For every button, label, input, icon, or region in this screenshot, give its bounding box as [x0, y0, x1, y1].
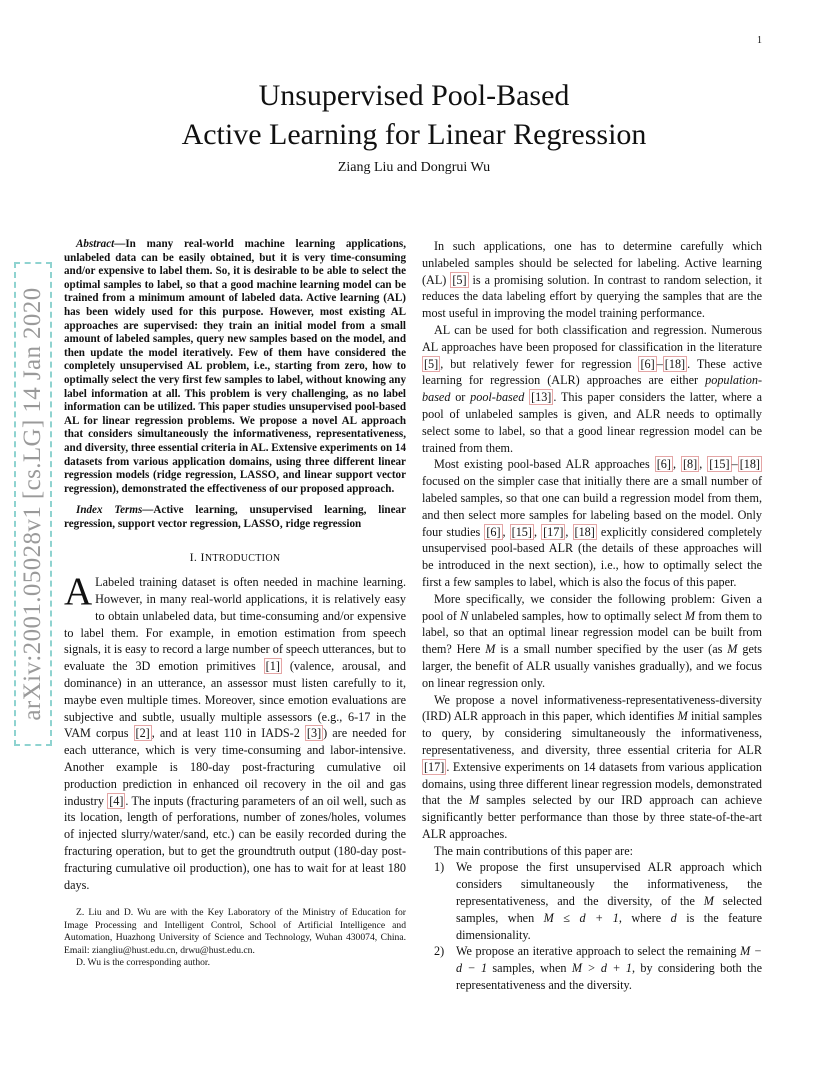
- text: ,: [502, 524, 510, 539]
- drop-cap: A: [64, 570, 93, 614]
- text: from them to label, so that an optimal linear regression model can be built from them? Here: [422, 608, 762, 657]
- citation-link[interactable]: [6]: [640, 356, 655, 371]
- text: explicitly considered completely unsupervised pool-based ALR (the details of these approaches will be introduced in the next section), i.e., how to optimally select the first a few samples to label, which is also the focus of this paper.: [422, 524, 763, 589]
- list-item: [434, 859, 762, 943]
- page-number: 1: [757, 35, 762, 46]
- text: We propose the first unsupervised ALR approach which considers simultaneously the informativeness, the representativeness, and the diversity, of the: [456, 860, 762, 909]
- text: samples selected by our IRD approach can achieve significantly better performance than those by three state-of-the-art ALR approaches.: [422, 793, 762, 841]
- math-symbol: M: [684, 608, 696, 623]
- authors: Ziang Liu and Dongrui Wu: [337, 160, 491, 175]
- abstract: [64, 238, 406, 496]
- text: gets larger, the benefit of ALR usually vanishes gradually), and we focus on linear regression only.: [422, 642, 762, 690]
- emphasis: population-based: [422, 373, 762, 405]
- citation-link[interactable]: [18]: [574, 524, 595, 539]
- math-expression: M > d + 1: [571, 961, 632, 976]
- text: initial samples to query, by considering simultaneously the informativeness, representativeness, and diversity, three essential criteria for ALR: [422, 709, 762, 757]
- text: ,: [672, 457, 681, 472]
- footnotes: [64, 907, 406, 970]
- paragraph: [422, 692, 762, 843]
- abstract-text: —In many real-world machine learning applications, unlabeled data can be easily obtained, but it is very time-consuming and/or expensive to label them. So, it is desirable to be able to select the optimal samples to label, so that a good machine learning model can be trained from a minimum amount of labeled data. Active learning (AL) has been widely used for this purpose. However, most existing AL approaches are supervised: they train an initial model from a small amount of labeled samples, query new samples based on the model, and then update the model iteratively. Few of them have considered the completely unsupervised AL problem, i.e., starting from zero, how to optimally select the very first few samples to label, without knowing any label information at all. This problem is very challenging, as no label information can be utilized. This paper studies unsupervised pool-based AL for linear regression problems. We propose a novel AL approach that considers simultaneously the informativeness, representativeness, and diversity, three essential criteria in AL. Extensive experiments on 14 datasets from various application domains, using three different linear regression models (ridge regression, LASSO, and linear support vector regression), demonstrated the effectiveness of our proposed approach.: [64, 238, 406, 495]
- list-number: 1): [434, 860, 445, 875]
- text: is a promising solution. In contrast to random selection, it reduces the data labeling effort by querying the samples that are the most useful in improving the model training performance.: [422, 272, 762, 321]
- left-column: [64, 238, 406, 970]
- citation-link[interactable]: [1]: [265, 659, 280, 674]
- citation-link[interactable]: [6]: [656, 457, 671, 472]
- text: , by considering both the representativeness and the diversity.: [456, 961, 762, 993]
- emphasis: pool-based: [470, 390, 525, 405]
- math-symbol: M: [677, 709, 688, 724]
- math-expression: M − d − 1: [456, 944, 762, 976]
- list-number: 2): [434, 944, 445, 959]
- citation-link[interactable]: [15]: [511, 524, 532, 539]
- text: (valence, arousal, and dominance) in an utterance, an assessor must listen carefully to it, maybe even multiple times. Moreover, since emotion evaluations are subjective and subtle, usually multiple assessors (e.g., 6-17 in the VAM corpus: [64, 659, 406, 741]
- text: We propose a novel informativeness-representativeness-diversity (IRD) ALR approach in this paper, which identifies: [422, 692, 762, 724]
- text: More specifically, we consider the following problem: Given a pool of: [422, 591, 762, 623]
- text: In such applications, one has to determine carefully which unlabeled samples should be selected for labeling. Active learning (AL): [422, 239, 762, 287]
- text: , and at least 110 in IADS-2: [151, 726, 305, 741]
- text: AL can be used for both classification and regression. Numerous AL approaches have been proposed for classification in the literature: [422, 322, 762, 354]
- citation-link[interactable]: [17]: [424, 759, 445, 774]
- text: Labeled training dataset is often needed in machine learning. However, in many real-world applications, it is relatively easy to obtain unlabeled data, but time-consuming and/or expensive to label them. For example, in emotion estimation from speech signals, it is easy to record a large number of speech utterances, but to evaluate the 3D emotion primitives: [64, 575, 406, 674]
- citation-link[interactable]: [13]: [531, 390, 552, 405]
- text: or: [450, 390, 471, 405]
- citation-link[interactable]: [5]: [452, 272, 467, 287]
- paper-title: [0, 76, 828, 154]
- paragraph: [422, 591, 762, 692]
- citation-link[interactable]: [8]: [683, 457, 698, 472]
- text: ,: [565, 524, 573, 539]
- citation-link[interactable]: [18]: [664, 356, 686, 371]
- text: . This paper considers the latter, where a pool of unlabeled samples is given, and ALR needs to optimally select some to label, so that a good linear regression model can be trained from them.: [422, 390, 762, 455]
- text: is a small number specified by the user (as: [495, 642, 728, 657]
- math-symbol: M: [727, 642, 738, 657]
- title-line-2: Active Learning for Linear Regression: [181, 118, 647, 151]
- section-number: I.: [189, 550, 198, 565]
- math-symbol: M: [703, 894, 714, 909]
- citation-link[interactable]: [5]: [424, 356, 439, 371]
- title-line-1: Unsupervised Pool-Based: [258, 79, 570, 112]
- contributions-list: [422, 859, 762, 993]
- footnote-affiliation: Z. Liu and D. Wu are with the Key Laboratory of the Ministry of Education for Image Processing and Intelligent Control, School of Artificial Intelligence and Automation, Huazhong University of Science and Technology, Wuhan 430074, China. Email: ziangliu@hust.edu.cn, drwu@hust.edu.cn.: [64, 907, 406, 956]
- intro-paragraph-1: [64, 570, 407, 893]
- math-symbol: d: [670, 910, 677, 925]
- text: ) are needed for each utterance, which is very time-consuming and labor-intensive. Another example is 180-day post-fracturing cumulative oil production prediction in enhanced oil recovery in the oil and gas industry: [64, 726, 407, 808]
- footnote-corresponding: D. Wu is the corresponding author.: [76, 957, 210, 969]
- math-symbol: N: [460, 608, 469, 623]
- right-column: [422, 238, 762, 994]
- text: We propose an iterative approach to select the remaining: [456, 944, 741, 959]
- math-symbol: M: [469, 793, 480, 808]
- text: unlabeled samples, how to optimally select: [468, 608, 685, 623]
- paragraph: [422, 456, 762, 590]
- text: , where: [618, 910, 671, 925]
- citation-link[interactable]: [4]: [109, 793, 124, 808]
- index-terms-label: Index Terms: [76, 504, 143, 517]
- text: . These active learning for regression (ALR) approaches are either: [422, 356, 762, 388]
- text: focused on the simpler case that initially there are a small number of labeled samples, so that one can build a regression model from them, and then select more samples for labeling based on the model. Only four studies: [422, 474, 762, 539]
- citation-link[interactable]: [15]: [709, 457, 730, 472]
- text: is the feature dimensionality.: [456, 910, 762, 942]
- section-title-rest: NTRODUCTION: [204, 553, 281, 565]
- math-symbol: M: [485, 642, 496, 657]
- citation-link[interactable]: [3]: [306, 726, 322, 741]
- citation-link[interactable]: [18]: [739, 457, 760, 472]
- text: samples, when: [487, 961, 572, 976]
- text: . Extensive experiments on 14 datasets from various application domains, using three different linear regression models, demonstrated that the: [422, 759, 762, 808]
- paragraph: [422, 238, 762, 322]
- index-terms: [64, 504, 406, 531]
- paragraph: [422, 322, 762, 456]
- text: selected samples, when: [456, 894, 762, 925]
- text: ,: [533, 524, 542, 539]
- abstract-label: Abstract: [76, 238, 115, 250]
- citation-link[interactable]: [2]: [135, 726, 150, 741]
- citation-link[interactable]: [6]: [486, 524, 501, 539]
- arxiv-stamp-text: arXiv:2001.05028v1 [cs.LG] 14 Jan 2020: [19, 287, 46, 721]
- arxiv-stamp: [14, 262, 52, 746]
- text: –: [731, 457, 738, 472]
- text: , but relatively fewer for regression: [440, 356, 639, 371]
- text: ,: [699, 457, 708, 472]
- index-terms-text: —Active learning, unsupervised learning, linear regression, support vector regression, LASSO, ridge regression: [64, 504, 406, 530]
- citation-link[interactable]: [17]: [543, 524, 564, 539]
- text: –: [656, 356, 663, 371]
- math-expression: M ≤ d + 1: [543, 910, 619, 925]
- section-title-initial: I: [200, 550, 205, 565]
- text: Most existing pool-based ALR approaches: [434, 457, 655, 472]
- text: . The inputs (fracturing parameters of an oil well, such as its location, length of perforations, number of zones/holes, volumes of injected slurry/water/sand, etc.) can be easily recorded during the fracturing operation, but to get the groundtruth output (180-day post-fracturing cumulative oil production), one has to wait for at least 180 days.: [64, 793, 406, 892]
- list-item: [434, 943, 762, 993]
- section-heading-introduction: [64, 549, 406, 568]
- paragraph: The main contributions of this paper are:: [434, 843, 634, 858]
